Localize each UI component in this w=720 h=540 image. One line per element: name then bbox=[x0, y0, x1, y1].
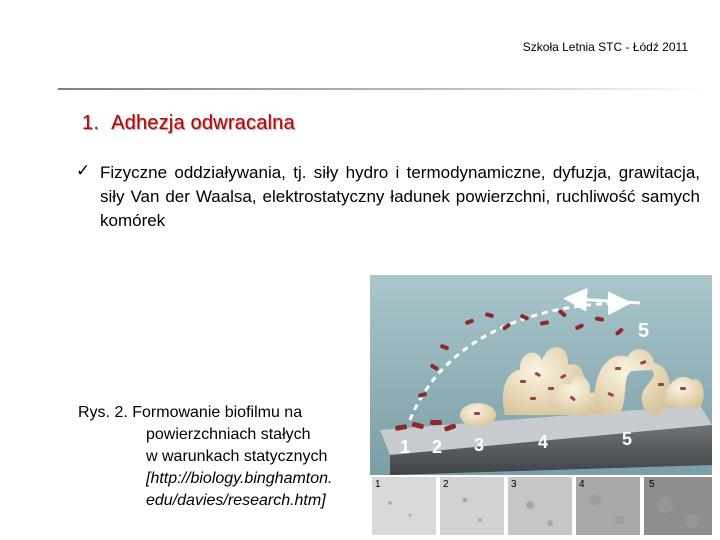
slide-title bbox=[82, 112, 295, 135]
caption-line-5: edu/davies/research.htm] bbox=[146, 492, 326, 509]
title-text: Adhezja odwracalna bbox=[111, 112, 295, 134]
stage-label-3: 3 bbox=[474, 435, 485, 455]
stage-label-5: 5 bbox=[622, 429, 633, 449]
micro-label-2: 2 bbox=[443, 479, 449, 490]
title-number: 1. bbox=[82, 112, 100, 134]
microscopy-strip bbox=[370, 475, 712, 535]
caption-line-1: Rys. 2. Formowanie biofilmu na bbox=[78, 404, 303, 421]
header-divider bbox=[58, 88, 712, 90]
micro-label-4: 4 bbox=[579, 479, 585, 490]
bullet-text: Fizyczne oddziaływania, tj. siły hydro i termodynamiczne, dyfuzja, grawitacja, siły Van der Waalsa, elektrostatyczny ładunek powierzchni, ruchliwość samych komórek bbox=[100, 163, 700, 230]
biofilm-figure bbox=[370, 275, 712, 535]
figure-caption bbox=[78, 402, 368, 512]
caption-line-2: powierzchniach stałych bbox=[146, 426, 311, 443]
micro-label-1: 1 bbox=[375, 479, 381, 490]
stage-label-2: 2 bbox=[432, 437, 443, 457]
stage-label-1: 1 bbox=[400, 437, 411, 457]
micro-label-3: 3 bbox=[511, 479, 517, 490]
bullet-item bbox=[76, 161, 700, 233]
check-icon: ✓ bbox=[76, 161, 91, 181]
caption-line-3: w warunkach statycznych bbox=[146, 448, 328, 465]
biofilm-illustration bbox=[370, 275, 712, 535]
cycle-label: 5 bbox=[638, 320, 650, 342]
caption-line-4: [http://biology.binghamton. bbox=[146, 470, 333, 487]
header-title: Szkoła Letnia STC - Łódź 2011 bbox=[522, 40, 688, 54]
micro-label-5: 5 bbox=[649, 479, 655, 490]
stage-label-4: 4 bbox=[538, 432, 549, 452]
